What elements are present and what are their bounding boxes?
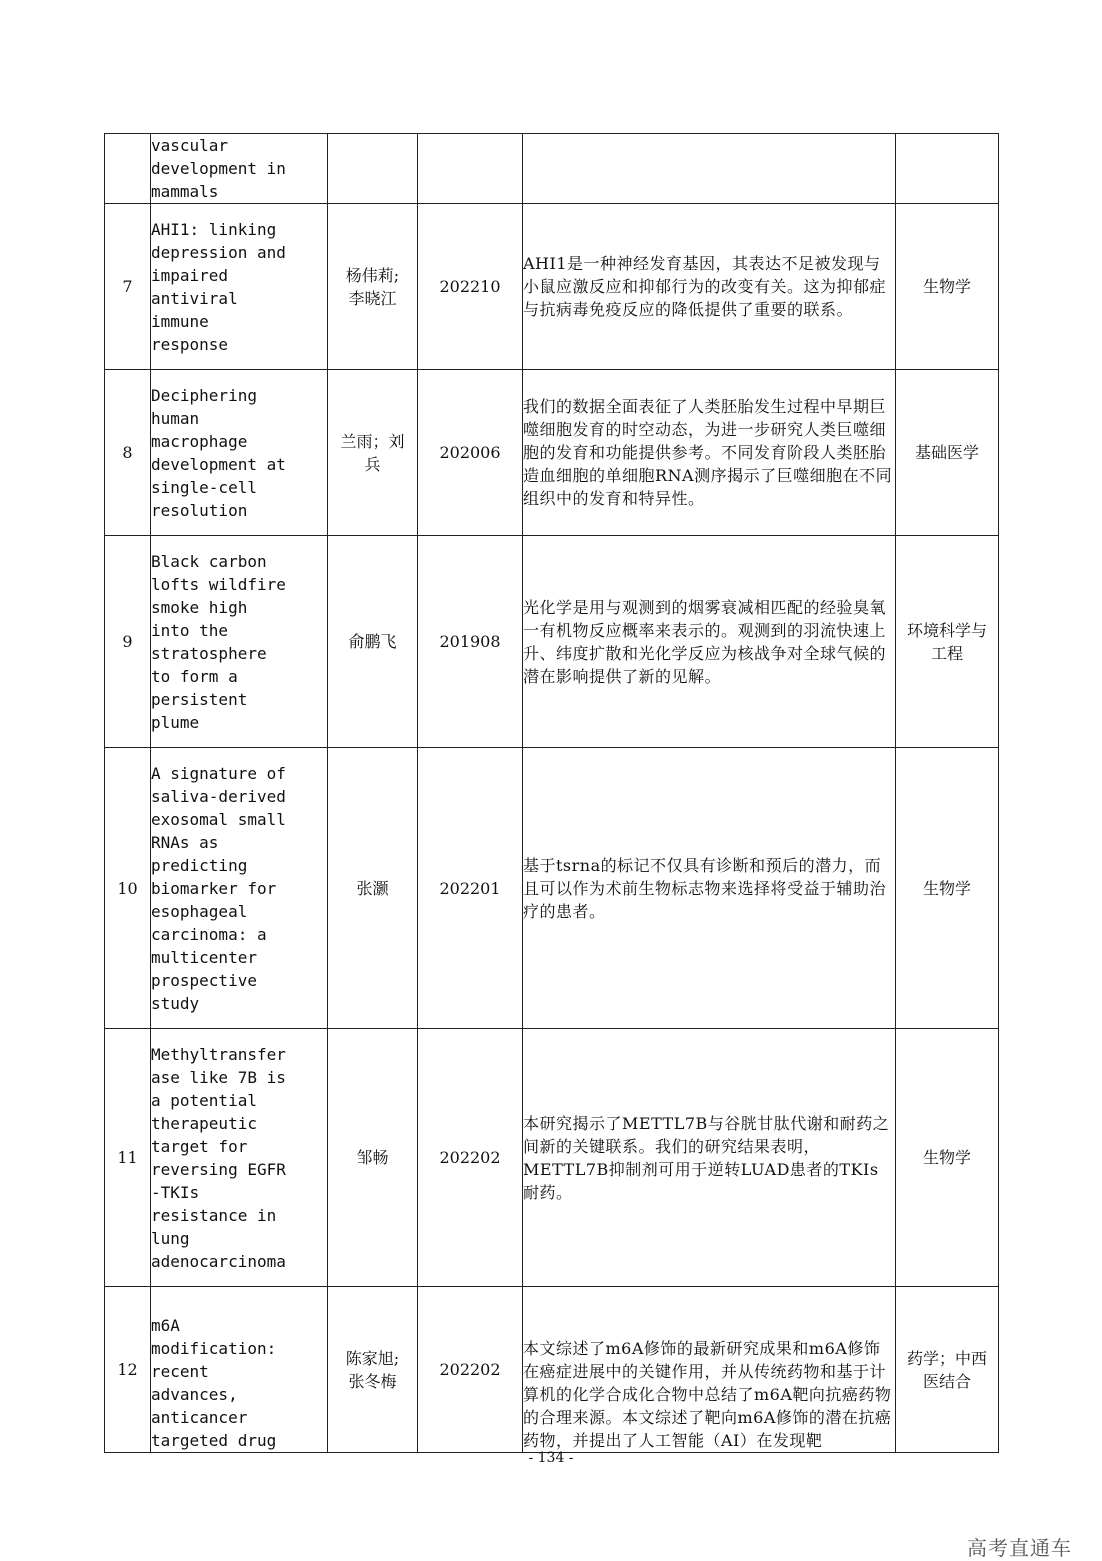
paper-date — [418, 536, 523, 748]
paper-field — [896, 204, 999, 370]
row-number — [105, 1029, 151, 1287]
page-number: - 134 - — [528, 1450, 574, 1466]
paper-abstract — [523, 1287, 896, 1453]
paper-title-text: AHI1: linking depression and impaired antiviral immune response — [151, 219, 286, 354]
paper-date — [418, 134, 523, 204]
paper-author-text: 陈家旭; 张冬梅 — [345, 1348, 400, 1391]
paper-date — [418, 748, 523, 1029]
table-row — [105, 1029, 999, 1287]
paper-field — [896, 1029, 999, 1287]
paper-title-text: Black carbon lofts wildfire smoke high into the stratosphere to form a persistent plume — [151, 551, 286, 732]
paper-title-text: Deciphering human macrophage development at single-cell resolution — [151, 385, 286, 520]
paper-abstract — [523, 370, 896, 536]
paper-author-text: 张灏 — [356, 878, 389, 898]
paper-field — [896, 1287, 999, 1453]
paper-abstract-text: 我们的数据全面表征了人类胚胎发生过程中早期巨噬细胞发育的时空动态，为进一步研究人类巨噬细胞的发育和功能提供参考。不同发育阶段人类胚胎造血细胞的单细胞RNA测序揭示了巨噬细胞在不同组织中的发育和特异性。 — [523, 397, 893, 508]
paper-title — [151, 536, 328, 748]
row-number — [105, 370, 151, 536]
row-number — [105, 536, 151, 748]
watermark-text: 高考直通车 — [967, 1536, 1072, 1560]
paper-title-text: A signature of saliva-derived exosomal small RNAs as predicting biomarker for esophageal carcinoma: a multicenter prospective study — [151, 763, 286, 1013]
paper-title-text: m6A modification: recent advances, anticancer targeted drug — [151, 1316, 277, 1450]
paper-title — [151, 204, 328, 370]
table-row — [105, 536, 999, 748]
paper-field-text: 基础医学 — [914, 443, 979, 462]
row-number — [105, 748, 151, 1029]
table-row — [105, 370, 999, 536]
paper-date-text: 202210 — [439, 277, 501, 296]
paper-title — [151, 1029, 328, 1287]
paper-date-text: 202202 — [439, 1148, 501, 1167]
row-number-text: 10 — [117, 878, 138, 898]
table-row — [105, 748, 999, 1029]
row-number — [105, 1287, 151, 1453]
paper-date-text: 202201 — [439, 878, 501, 898]
row-number — [105, 134, 151, 204]
table-row — [105, 1287, 999, 1453]
paper-abstract — [523, 134, 896, 204]
paper-field-text: 生物学 — [922, 878, 971, 898]
papers-table — [104, 133, 999, 1453]
paper-title — [151, 1287, 328, 1453]
paper-field-text: 药学；中西 医结合 — [906, 1348, 987, 1391]
paper-abstract — [523, 1029, 896, 1287]
row-number-text: 8 — [122, 443, 133, 462]
paper-abstract-text: 本文综述了m6A修饰的最新研究成果和m6A修饰在癌症进展中的关键作用，并从传统药物和基于计算机的化学合成化合物中总结了m6A靶向抗癌药物的合理来源。本文综述了靶向m6A修饰的潜在抗癌药物，并提出了人工智能（AI）在发现靶 — [523, 1339, 892, 1450]
paper-abstract-text: 基于tsrna的标记不仅具有诊断和预后的潜力，而且可以作为术前生物标志物来选择将受益于辅助治疗的患者。 — [523, 855, 887, 921]
row-number-text: 11 — [117, 1148, 138, 1167]
paper-title — [151, 370, 328, 536]
paper-date — [418, 1029, 523, 1287]
paper-field-text: 生物学 — [922, 277, 971, 296]
paper-date — [418, 370, 523, 536]
paper-date — [418, 1287, 523, 1453]
paper-author — [328, 1287, 418, 1453]
row-number-text: 9 — [122, 632, 133, 651]
paper-title — [151, 748, 328, 1029]
paper-author-text: 俞鹏飞 — [348, 632, 397, 651]
paper-field — [896, 134, 999, 204]
paper-author — [328, 1029, 418, 1287]
paper-author-text: 杨伟莉; 李晓江 — [345, 265, 400, 308]
paper-field-text: 环境科学与 工程 — [906, 620, 987, 663]
paper-author-text: 兰雨；刘 兵 — [340, 431, 405, 474]
row-number — [105, 204, 151, 370]
paper-date — [418, 204, 523, 370]
row-number-text: 7 — [122, 277, 133, 296]
paper-date-text: 201908 — [439, 632, 501, 651]
paper-abstract-text: 光化学是用与观测到的烟雾衰减相匹配的经验臭氧一有机物反应概率来表示的。观测到的羽流快速上升、纬度扩散和光化学反应为核战争对全球气候的潜在影响提供了新的见解。 — [523, 597, 887, 686]
row-number-text: 12 — [117, 1360, 138, 1379]
table-row — [105, 204, 999, 370]
paper-title — [151, 134, 328, 204]
paper-author — [328, 370, 418, 536]
paper-date-text: 202202 — [439, 1360, 501, 1379]
paper-author — [328, 748, 418, 1029]
paper-field-text: 生物学 — [922, 1148, 971, 1167]
paper-author-text: 邹畅 — [356, 1148, 389, 1167]
paper-field — [896, 748, 999, 1029]
paper-title-text: vascular development in mammals — [151, 136, 286, 201]
paper-field — [896, 370, 999, 536]
paper-abstract — [523, 536, 896, 748]
paper-author — [328, 134, 418, 204]
paper-author — [328, 536, 418, 748]
table-row — [105, 134, 999, 204]
paper-date-text: 202006 — [439, 443, 501, 462]
paper-abstract-text: AHI1是一种神经发育基因，其表达不足被发现与小鼠应激反应和抑郁行为的改变有关。这为抑郁症与抗病毒免疫反应的降低提供了重要的联系。 — [523, 254, 887, 319]
paper-abstract — [523, 204, 896, 370]
paper-author — [328, 204, 418, 370]
paper-field — [896, 536, 999, 748]
paper-title-text: Methyltransfer ase like 7B is a potential therapeutic target for reversing EGFR -TKIs resistance in lung adenocarcinoma — [151, 1044, 286, 1271]
paper-abstract — [523, 748, 896, 1029]
paper-abstract-text: 本研究揭示了METTL7B与谷胱甘肽代谢和耐药之间新的关键联系。我们的研究结果表明，METTL7B抑制剂可用于逆转LUAD患者的TKIs耐药。 — [523, 1113, 890, 1202]
